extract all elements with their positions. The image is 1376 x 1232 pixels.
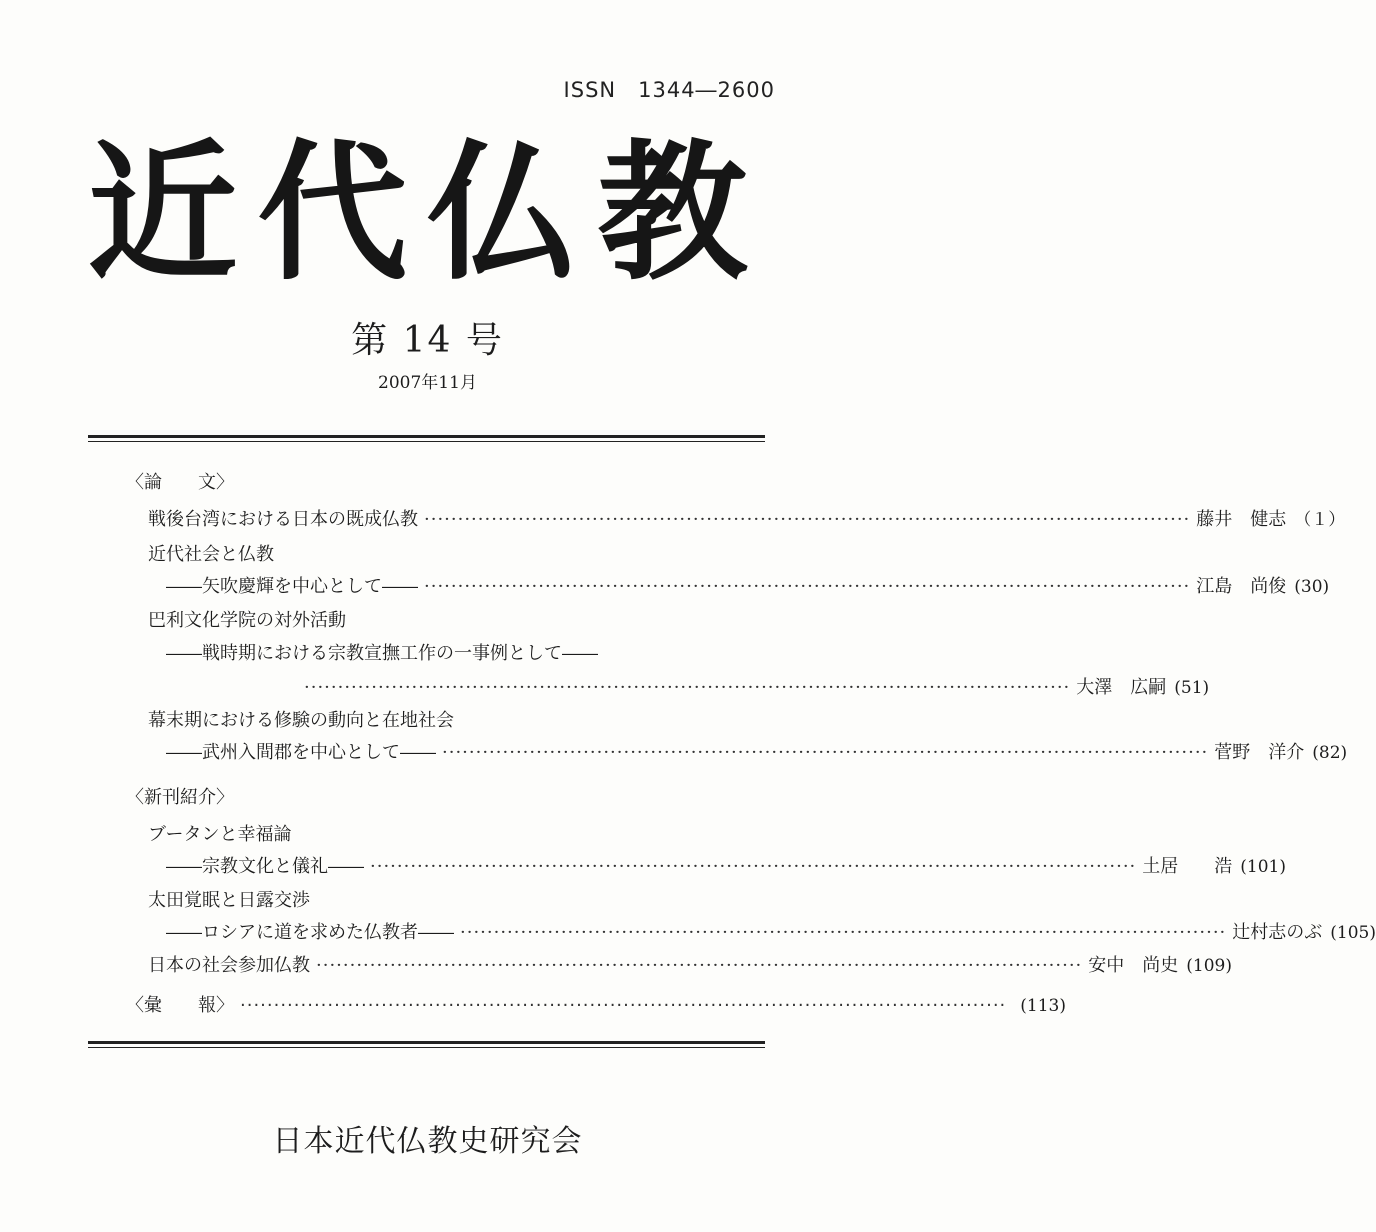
issue-date: 2007年11月	[378, 373, 477, 393]
top-double-rule	[88, 435, 765, 442]
toc-entry-5-title[interactable]: ブータンと幸福論	[148, 824, 292, 845]
entry-author: 藤井 健志	[1196, 509, 1287, 530]
toc-entry-3-subtitle: ――戦時期における宗教宣撫工作の一事例として――	[166, 643, 598, 664]
journal-title: 近代仏教	[87, 125, 768, 301]
toc-entry-1[interactable]	[148, 505, 1346, 531]
toc-entry-4-title[interactable]: 幕末期における修験の動向と在地社会	[148, 710, 454, 731]
dot-leader: ··················································································································	[240, 995, 1007, 1016]
entry-page: (101)	[1240, 857, 1286, 877]
entry-title: 日本の社会参加仏教	[148, 955, 310, 976]
toc-entry-2[interactable]	[166, 572, 1330, 598]
entry-author: 土居 浩	[1142, 856, 1233, 877]
entry-page: (105)	[1330, 923, 1376, 943]
issn-number: ISSN 1344―2600	[563, 78, 775, 102]
dot-leader: ··················································································································	[424, 576, 1191, 597]
entry-page: (51)	[1174, 678, 1210, 698]
entry-subtitle: ――武州入間郡を中心として――	[166, 742, 436, 763]
toc-entry-6[interactable]	[166, 918, 1376, 944]
toc-entry-2-title[interactable]: 近代社会と仏教	[148, 544, 274, 565]
news-section-header: 〈彙 報〉	[126, 995, 234, 1016]
dot-leader: ··················································································································	[460, 922, 1227, 943]
entry-author: 大澤 広嗣	[1076, 677, 1167, 698]
toc-entry-5[interactable]	[166, 852, 1286, 878]
entry-author: 辻村志のぶ	[1232, 922, 1323, 943]
toc-entry-3-title[interactable]: 巴利文化学院の対外活動	[148, 610, 346, 631]
dot-leader: ··················································································································	[304, 677, 1071, 698]
entry-author: 江島 尚俊	[1196, 576, 1287, 597]
entry-page: (82)	[1312, 743, 1348, 763]
toc-entry-3[interactable]	[304, 673, 1210, 699]
dot-leader: ··················································································································	[442, 742, 1209, 763]
entry-subtitle: ――宗教文化と儀礼――	[166, 856, 364, 877]
publisher-name: 日本近代仏教史研究会	[272, 1124, 583, 1159]
entry-page: (109)	[1186, 956, 1232, 976]
entry-author: 菅野 洋介	[1214, 742, 1305, 763]
reviews-section-header: 〈新刊紹介〉	[126, 787, 234, 808]
entry-page: (30)	[1294, 577, 1330, 597]
issue-number: 第 14 号	[351, 320, 504, 361]
entry-page: (113)	[1020, 996, 1066, 1016]
dot-leader: ··················································································································	[316, 955, 1083, 976]
toc-entry-6-title[interactable]: 太田覚眠と日露交渉	[148, 890, 310, 911]
entry-subtitle: ――矢吹慶輝を中心として――	[166, 576, 418, 597]
toc-entry-4[interactable]	[166, 738, 1348, 764]
entry-title: 戦後台湾における日本の既成仏教	[148, 509, 418, 530]
entry-author: 安中 尚史	[1088, 955, 1179, 976]
toc-entry-news[interactable]	[126, 991, 1066, 1017]
toc-entry-7[interactable]	[148, 951, 1232, 977]
bottom-double-rule	[88, 1041, 765, 1048]
dot-leader: ··················································································································	[370, 856, 1137, 877]
entry-page: （１）	[1294, 510, 1346, 530]
articles-section-header: 〈論 文〉	[126, 472, 234, 493]
entry-subtitle: ――ロシアに道を求めた仏教者――	[166, 922, 454, 943]
dot-leader: ··················································································································	[424, 509, 1191, 530]
